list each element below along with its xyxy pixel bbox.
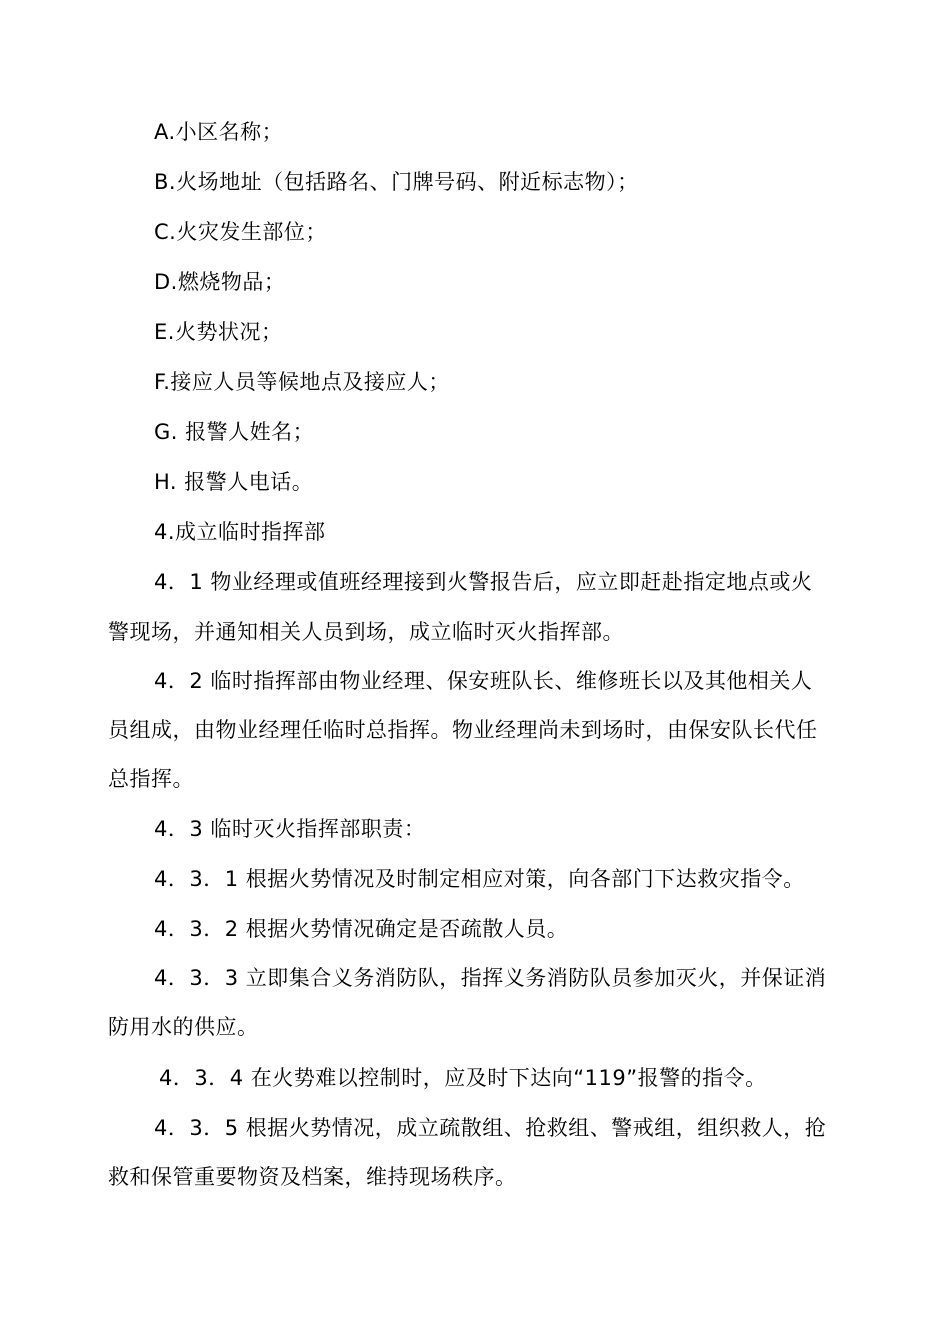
paragraph-4-1-line-1: 4．1 物业经理或值班经理接到火警报告后，应立即赶赴指定地点或火 [154, 570, 813, 594]
list-item-h: H. 报警人电话。 [154, 470, 314, 494]
paragraph-4-3: 4．3 临时灭火指挥部职责： [154, 817, 426, 841]
paragraph-4-3-3-line-2: 防用水的供应。 [108, 1015, 259, 1039]
paragraph-4-2-line-3: 总指挥。 [108, 767, 194, 791]
paragraph-4-3-5-line-2: 救和保管重要物资及档案，维持现场秩序。 [108, 1165, 517, 1189]
paragraph-4-3-2: 4．3．2 根据火势情况确定是否疏散人员。 [154, 917, 569, 941]
list-item-e: E.火势状况； [154, 320, 283, 344]
paragraph-4-3-3-line-1: 4．3．3 立即集合义务消防队，指挥义务消防队员参加灭火，并保证消 [154, 966, 827, 990]
paragraph-4-3-1: 4．3．1 根据火势情况及时制定相应对策，向各部门下达救灾指令。 [154, 867, 805, 891]
list-item-f: F.接应人员等候地点及接应人； [154, 370, 450, 394]
paragraph-4-3-5-line-1: 4．3．5 根据火势情况，成立疏散组、抢救组、警戒组，组织救人，抢 [154, 1116, 827, 1140]
paragraph-4-2-line-1: 4．2 临时指挥部由物业经理、保安班队长、维修班长以及其他相关人 [154, 669, 813, 693]
paragraph-4-3-4: 4．3．4 在火势难以控制时，应及时下达向“119”报警的指令。 [159, 1066, 767, 1090]
paragraph-4-2-line-2: 员组成，由物业经理任临时总指挥。物业经理尚未到场时，由保安队长代任 [108, 718, 818, 742]
list-item-b: B.火场地址（包括路名、门牌号码、附近标志物）； [154, 170, 639, 194]
list-item-d: D.燃烧物品； [154, 270, 286, 294]
section-title: 4.成立临时指挥部 [154, 520, 326, 544]
list-item-c: C.火灾发生部位； [154, 220, 327, 244]
list-item-a: A.小区名称； [154, 120, 284, 144]
paragraph-4-1-line-2: 警现场，并通知相关人员到场，成立临时灭火指挥部。 [108, 620, 624, 644]
list-item-g: G. 报警人姓名； [154, 420, 315, 444]
